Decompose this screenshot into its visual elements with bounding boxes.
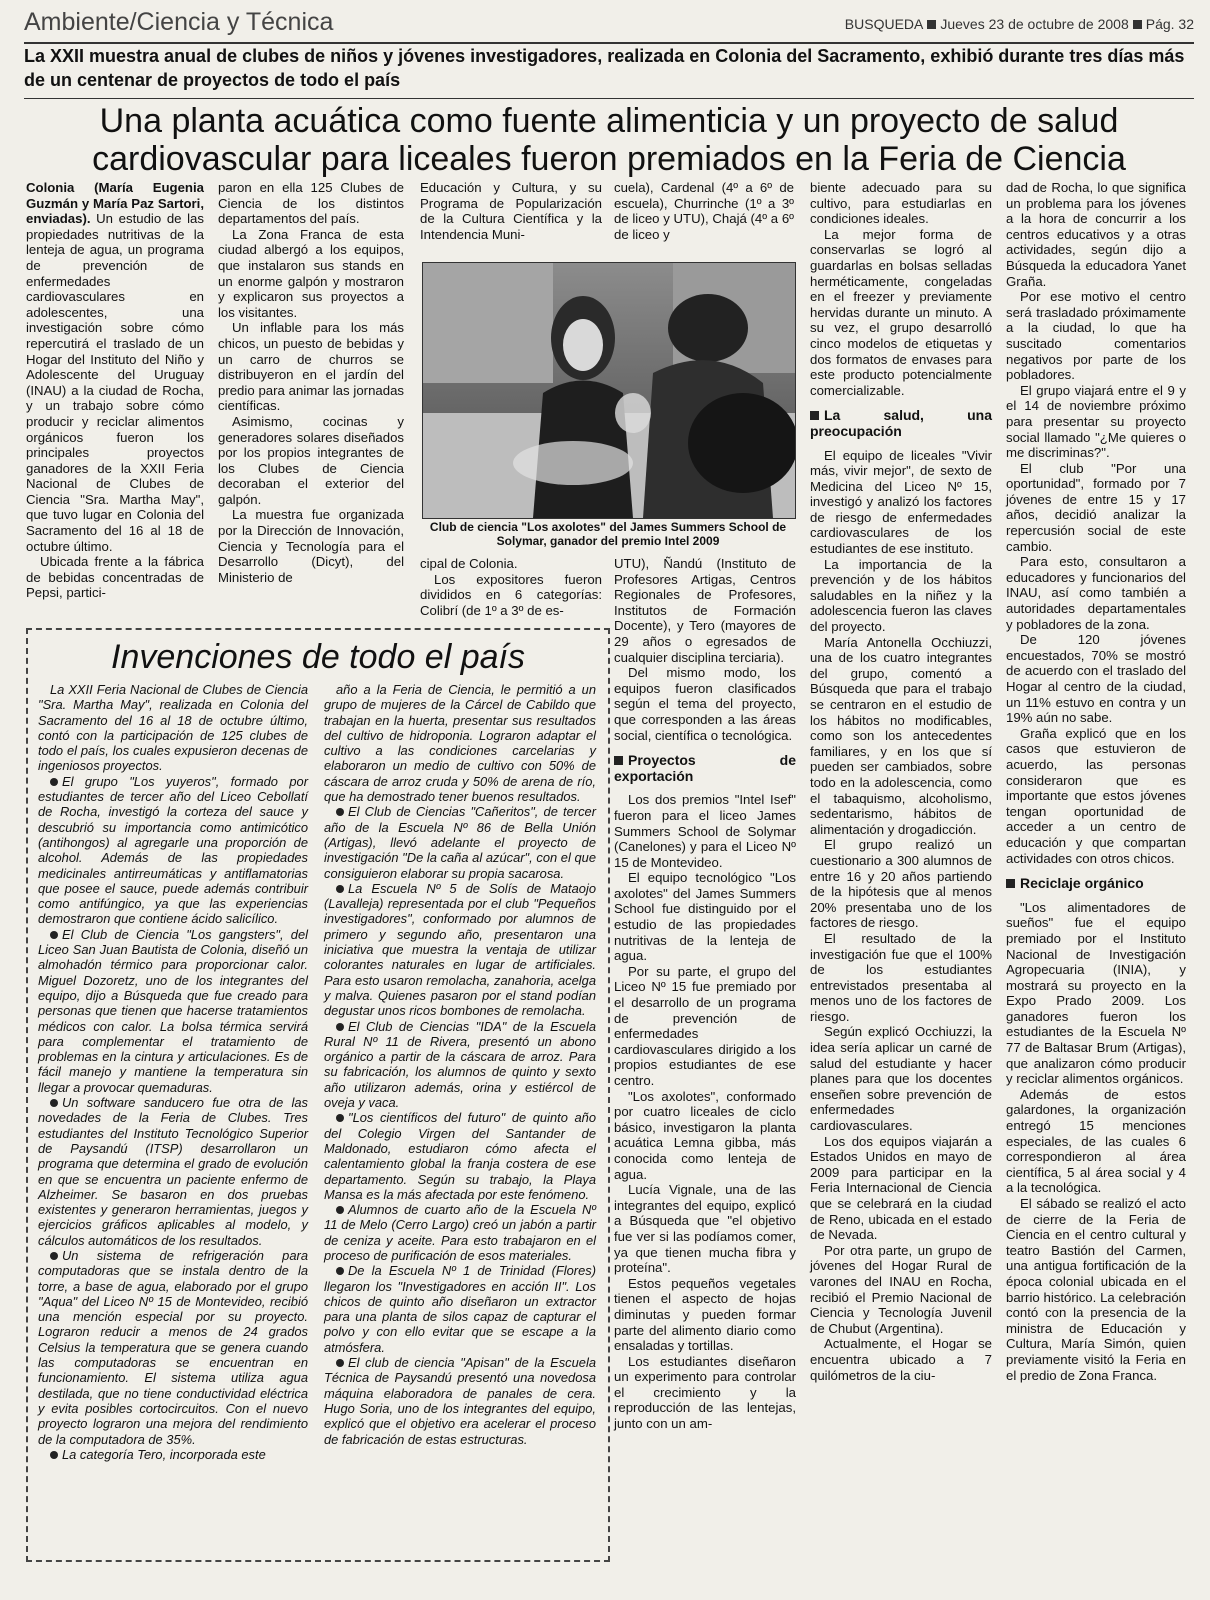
box-column-left [38,682,308,1462]
paragraph: Los expositores fueron divididos en 6 categorías: Colibrí (de 1º a 3º de es- [420,571,602,618]
paragraph: año a la Feria de Ciencia, le permitió a un grupo de mujeres de la Cárcel de Cabildo que trabajan en la huerta, presentar sus resultados del cultivo de hidroponia. Lograron adaptar el cultivo a las condiciones carcelarias y elaboraron un medio de cultivo con 50% de cáscara de arroz cruda y 50% de arena de río, que ha demostrado tener buenos resultados. [324,682,596,805]
paragraph-text: Alumnos de cuarto año de la Escuela Nº 11 de Melo (Cerro Largo) creó un jabón a partir de ceniza y aceite. Para esto trabajaron en el proceso de purificación de esos materiales. [324,1202,596,1263]
paragraph [324,1019,596,1111]
paragraph: Los dos premios "Intel Isef" fueron para el liceo James Summers School de Solymar (Canelones) y para el Liceo Nº 15 de Montevideo. [614,792,796,870]
paragraph: Un inflable para los más chicos, un puesto de bebidas y un carro de churros se distribuyeron en el jardín del predio para animar las jornadas científicas. [218,320,404,414]
bullet-icon [50,1099,58,1107]
paragraph: "Los axolotes", conformado por cuatro liceales de ciclo básico, investigaron la planta acuática Lemna gibba, más conocida como lenteja de agua. [614,1088,796,1182]
paragraph: De 120 jóvenes encuestados, 70% se mostró de acuerdo con el traslado del Hogar al centro de la ciudad, un 11% estuvo en contra y un 19% aún no sabe. [1006,632,1186,726]
separator-square-icon [1133,20,1142,29]
bullet-icon [336,885,344,893]
paragraph [324,881,596,1019]
paragraph: La importancia de la prevención y de los hábitos saludables en la niñez y la adolescencia fueron las claves del proyecto. [810,556,992,635]
paragraph: Además de estos galardones, la organización entregó 15 menciones especiales, de las cuales 6 correspondieron al área científica, 5 al área social y 4 a la tecnológica. [1006,1086,1186,1196]
paragraph: cuela), Cardenal (4º a 6º de escuela), Churrinche (1º a 3º de liceo y UTU), Chajá (4º a 6º de liceo y [614,180,794,242]
photo-caption: Club de ciencia "Los axolotes" del James Summers School de Solymar, ganador del premio Intel 2009 [429,520,787,548]
paragraph: El club "Por una oportunidad", formado por 7 jóvenes de entre 15 y 17 años, decidió analizar la repercusión social de este cambio. [1006,460,1186,554]
publication-name: BUSQUEDA [844,16,924,32]
section-title: Ambiente/Ciencia y Técnica [24,8,334,36]
bullet-icon [336,1359,344,1367]
paragraph-text: Un software sanducero fue otra de las novedades de la Feria de Clubes. Tres estudiantes del Instituto Tecnológico Superior de Paysandú (ITSP) desarrollaron un programa que determina el grado de evolución en que se encuentra un paciente enfermo de Alzheimer. Se basaron en dos pruebas existentes y generaron herramientas, juegos y ejercicios gráficos aplicables al modelo, y cálculos automáticos de los resultados. [38,1095,308,1248]
paragraph: Actualmente, el Hogar se encuentra ubicado a 7 quilómetros de la ciu- [810,1336,992,1383]
paragraph: "Los alimentadores de sueños" fue el equipo premiado por el Instituto Nacional de Investigación Agropecuaria (INIA), y mostrará su proyecto en la Expo Prado 2009. Los ganadores fueron los estudiantes de la Escuela Nº 77 de Baltasar Brum (Artigas), que analizaron cómo producir y reciclar alimentos orgánicos. [1006,899,1186,1087]
subheading [614,753,796,784]
paragraph [324,1355,596,1447]
paragraph: Según explicó Occhiuzzi, la idea sería aplicar un carné de salud del estudiante y hacer planes para que los docentes enseñen sobre prevención de enfermedades cardiovasculares. [810,1024,992,1134]
subheading-text: La salud, una preocupación [810,407,992,439]
paragraph: El grupo realizó un cuestionario a 300 alumnos de entre 16 y 20 años partiendo de la hipótesis que al menos 20% presentaba uno de los factores de riesgo. [810,837,992,931]
paragraph: Para esto, consultaron a educadores y funcionarios del INAU, así como también a autoridades departamentales y pobladores de la zona. [1006,554,1186,632]
article-column-5 [810,180,992,1383]
paragraph: El grupo viajará entre el 9 y el 14 de noviembre próximo para presentar su proyecto social llamado "¿Me quieres o me discriminas?". [1006,382,1186,461]
paragraph: Educación y Cultura, y su Programa de Popularización de la Cultura Científica y la Intendencia Muni- [420,180,602,242]
bullet-icon [50,931,58,939]
folio [845,16,1194,32]
page-header [24,8,1194,44]
subheading [810,408,992,439]
paragraph: La mejor forma de conservarlas se logró al guardarlas en bolsas selladas herméticamente, congeladas en el freezer y previamente hervidas durante un minuto. A su vez, el grupo desarrolló cinco modelos de etiquetas y dos formatos de envases para este producto potencialmente comercializable. [810,226,992,398]
bullet-icon [50,778,58,786]
sidebar-box [26,628,610,1562]
paragraph: El equipo de liceales "Vivir más, vivir mejor", de sexto de Medicina del Liceo Nº 15, investigó y analizó los factores de riesgo de enfermedades cardiovasculares de los estudiantes de ese instituto. [810,447,992,557]
paragraph: Asimismo, cocinas y generadores solares diseñados por los propios integrantes de los Clubes de Ciencia decoraban el exterior del galpón. [218,413,404,507]
article-column-1 [26,180,204,601]
paragraph: El resultado de la investigación fue que el 100% de los estudiantes entrevistados presentaba al menos uno de los factores de riesgo. [810,930,992,1024]
paragraph [38,927,308,1095]
paragraph: María Antonella Occhiuzzi, una de los cuatro integrantes del grupo, comentó a Búsqueda que para el trabajo se centraron en el estudio de los hábitos no modificables, como son los antecedentes familiares, y en los que sí pueden ser cambiados, sobre todo en la adolescencia, como el tabaquismo, alcoholismo, sedentarismo, hábitos de alimentación y drogadicción. [810,634,992,837]
paragraph: Lucía Vignale, una de las integrantes del equipo, explicó a Búsqueda que "el objetivo fue ver si las podíamos comer, ya que tienen mucha fibra y proteína". [614,1182,796,1276]
paragraph: Los estudiantes diseñaron un experimento para controlar el crecimiento y la reproducción de las lentejas, junto con un am- [614,1353,796,1432]
paragraph: Los dos equipos viajarán a Estados Unidos en mayo de 2009 para participar en la Feria Internacional de Ciencia que se celebrará en la ciudad de Reno, ubicada en el estado de Nevada. [810,1133,992,1243]
paragraph [38,1095,308,1248]
bullet-icon [336,808,344,816]
paragraph-text: "Los científicos del futuro" de quinto año del Colegio Virgen del Santander de Maldonado, estudiaron cómo afecta el calentamiento global la franja costera de ese departamento. Según su trabajo, la Playa Mansa es la más afectada por este fenómeno. [324,1110,596,1202]
divider [24,98,1194,99]
paragraph-text: La Escuela Nº 5 de Solís de Mataojo (Lavalleja) representada por el club "Pequeños investigadores", conformado por alumnos de primero y segundo año, presentaron una iniciativa que muestra la ventaja de utilizar colorantes naturales en lugar de artificiales. Para esto usaron remolacha, zanahoria, acelga y malva. Quienes pasaron por el stand podían degustar unos ricos bombones de remolacha. [324,880,596,1019]
paragraph-text: El Club de Ciencias "IDA" de la Escuela Rural Nº 11 de Rivera, presentó un abono orgánico a partir de la cáscara de arroz. Para su fabricación, los alumnos de quinto y sexto año utilizaron además, orina y estiércol de oveja y vaca. [324,1018,596,1111]
square-bullet-icon [1006,879,1015,888]
paragraph [38,1447,308,1462]
square-bullet-icon [810,411,819,420]
page-number: Pág. 32 [1145,16,1194,32]
subheading-text: Proyectos de exportación [614,752,796,784]
bullet-icon [50,1451,58,1459]
byline: Colonia (María Eugenia Guzmán y María Paz Sartori, enviadas). [26,180,204,227]
paragraph [38,774,308,927]
separator-square-icon [927,20,936,29]
bullet-icon [336,1023,344,1031]
paragraph [26,180,204,554]
headline: Una planta acuática como fuente alimenticia y un proyecto de salud cardiovascular para liceales fueron premiados en la Feria de Ciencia [92,102,1126,178]
kicker: La XXII muestra anual de clubes de niños y jóvenes investigadores, realizada en Colonia del Sacramento, exhibió durante tres días más de un centenar de proyectos de todo el país [24,46,1185,90]
paragraph-text: Un sistema de refrigeración para computadoras que se instala dentro de la torre, a base de agua, elaborado por el grupo "Aqua" del Liceo Nº 15 de Montevideo, recibió una mención especial por su proyecto. Lograron reducir a menos de 24 grados Celsius la temperatura que se genera cuando las computadoras se encuentran en funcionamiento. El sistema utiliza agua destilada, que no tiene conductividad eléctrica y evita posibles cortocircuitos. Con el nuevo proyecto lograron una mejora del rendimiento de la computadora de 35%. [38,1247,308,1447]
photo [422,262,796,519]
paragraph: paron en ella 125 Clubes de Ciencia de los distintos departamentos del país. [218,180,404,227]
article-column-4 [614,556,796,1432]
paragraph [324,1202,596,1263]
paragraph: El equipo tecnológico "Los axolotes" del James Summers School fue distinguido por el estudio de las propiedades nutritivas de la lenteja de agua. [614,870,796,964]
bullet-icon [336,1267,344,1275]
box-column-right [324,682,596,1447]
bullet-icon [50,1252,58,1260]
paragraph: Del mismo modo, los equipos fueron clasificados según el tema del proyecto, que corresponden a las áreas social, científica o tecnológica. [614,665,796,743]
paragraph: La XXII Feria Nacional de Clubes de Ciencia "Sra. Martha May", realizada en Colonia del Sacramento del 16 al 18 de octubre último, contó con la participación de 125 clubes de todo el país, los cuales expusieron decenas de ingeniosos proyectos. [38,682,308,774]
paragraph-text: Un estudio de las propiedades nutritivas de la lenteja de agua, un programa de prevención de enfermedades cardiovasculares en adolescentes, una investigación sobre cómo repercutirá el traslado de un Hogar del Instituto del Niño y Adolescente del Uruguay (INAU) a la ciudad de Rocha, y un trabajo sobre cómo producir y reciclar alimentos orgánicos fueron los principales proyectos ganadores de la XXII Feria Nacional de Clubes de Ciencia "Sra. Martha May", que tuvo lugar en Colonia del Sacramento del 16 al 18 de octubre último. [26,211,204,554]
article-column-3-top [420,180,602,242]
paragraph [324,1263,596,1355]
paragraph: Por su parte, el grupo del Liceo Nº 15 fue premiado por el desarrollo de un programa de prevención de enfermedades cardiovasculares dirigido a los propios estudiantes de ese centro. [614,963,796,1088]
square-bullet-icon [614,756,623,765]
paragraph: UTU), Ñandú (Instituto de Profesores Artigas, Centros Regionales de Profesores, Institutos de Formación Docente), y Tero (mayores de 29 años o egresados de cualquier disciplina terciaria). [614,556,796,665]
paragraph-text: El club de ciencia "Apisan" de la Escuela Técnica de Paysandú presentó una novedosa máquina elaboradora de panales de cera. Hugo Soria, uno de los integrantes del equipo, explicó que el objetivo era acelerar el proceso de fabricación de estas estructuras. [324,1355,596,1447]
paragraph: La Zona Franca de esta ciudad albergó a los equipos, que instalaron sus stands en un enorme galpón y mostraron y explicaron sus proyectos a los visitantes. [218,226,404,320]
paragraph [324,804,596,880]
bullet-icon [336,1206,344,1214]
paragraph-text: De la Escuela Nº 1 de Trinidad (Flores) llegaron los "Investigadores en acción II". Los chicos de quinto año diseñaron un extractor para una planta de silos capaz de capturar el polvo y con ello evitar que se escape a la atmósfera. [324,1263,596,1355]
box-title: Invenciones de todo el país [111,638,525,676]
article-column-3-bottom [420,556,602,618]
paragraph: Ubicada frente a la fábrica de bebidas concentradas de Pepsi, partici- [26,554,204,601]
paragraph: Por ese motivo el centro será trasladado próximamente a la ciudad, lo que ha suscitado comentarios negativos por parte de los pobladores. [1006,289,1186,383]
article-column-4-top [614,180,794,242]
photo-image [423,263,795,518]
paragraph: Graña explicó que en los casos que estuvieron de acuerdo, las personas consideraron que es importante que estos jóvenes tengan oportunidad de acceder a un centro de educación y que compartan actividades con otros chicos. [1006,725,1186,866]
paragraph: El sábado se realizó el acto de cierre de la Feria de Ciencia en el centro cultural y teatro Bastión del Carmen, una antigua fortificación de la época colonial ubicada en el barrio histórico. La celebración contó con la presencia de la ministra de Educación y Cultura, María Simón, quien previamente visitó la Feria en el predio de Zona Franca. [1006,1196,1186,1383]
paragraph: Estos pequeños vegetales tienen el aspecto de hojas diminutas y pueden formar parte del alimento diario como ensaladas y tortillas. [614,1275,796,1354]
paragraph [324,1110,596,1202]
paragraph: dad de Rocha, lo que significa un problema para los jóvenes a la hora de concurrir a los centros educativos y a otras actividades, según dijo a Búsqueda la educadora Yanet Graña. [1006,180,1186,289]
paragraph-text: La categoría Tero, incorporada este [62,1446,266,1462]
paragraph-text: El grupo "Los yuyeros", formado por estudiantes de tercer año del Liceo Cebollatí de Rocha, investigó la corteza del sauce y descubrió su importancia como antimicótico (antihongos) al agregarle una proporción de alcohol. Además de las propiedades medicinales antirreumáticas y antiflamatorias que posee el sauce, puede además contribuir como antifúngico, ya que las experiencias demostraron que contiene ácido salicílico. [38,773,308,927]
paragraph: biente adecuado para su cultivo, para estudiarlas en condiciones ideales. [810,180,992,227]
paragraph: Por otra parte, un grupo de jóvenes del Hogar Rural de varones del INAU en Rocha, recibió el Premio Nacional de Ciencia y Tecnología Juvenil de Chubut (Argentina). [810,1242,992,1336]
paragraph: La muestra fue organizada por la Dirección de Innovación, Ciencia y Tecnología para el Desarrollo (Dicyt), del Ministerio de [218,507,404,585]
paragraph-text: El Club de Ciencia "Los gangsters", del Liceo San Juan Bautista de Colonia, diseñó un almohadón térmico para proporcionar calor. Miguel Dozoretz, uno de los integrantes del equipo, dijo a Búsqueda que fue creado para personas que tienen que hacerse tratamientos médicos con calor. La bolsa térmica servirá para complementar el tratamiento de problemas en la cintura y articulaciones. Es de fácil manejo y mantiene la temperatura sin llegar a provocar quemaduras. [38,926,308,1095]
paragraph [38,1248,308,1447]
paragraph-text: El Club de Ciencias "Cañeritos", de tercer año de la Escuela Nº 86 de Bella Unión (Artigas), llevó adelante el proyecto de investigación "De la caña al azúcar", con el que consiguieron elaborar su propia sacarosa. [324,804,596,881]
subheading [1006,876,1186,892]
article-column-6 [1006,180,1186,1383]
paragraph: cipal de Colonia. [420,556,518,571]
bullet-icon [336,1114,344,1122]
article-column-2 [218,180,404,585]
publication-date: Jueves 23 de octubre de 2008 [940,16,1129,32]
subheading-text: Reciclaje orgánico [1020,875,1144,892]
